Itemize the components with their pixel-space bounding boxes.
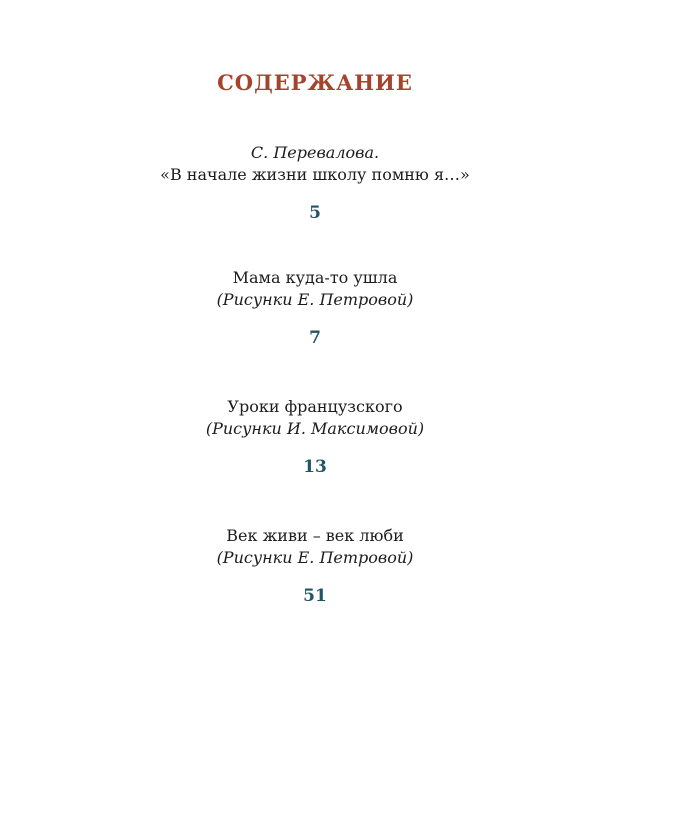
toc-entry bbox=[0, 396, 630, 477]
entry-illustrations: (Рисунки Е. Петровой) bbox=[216, 290, 414, 309]
entry-page-number: 51 bbox=[303, 586, 327, 606]
entry-title: Уроки французского bbox=[227, 397, 403, 416]
toc-entry bbox=[0, 525, 630, 606]
entry-title: Век живи – век люби bbox=[226, 526, 404, 545]
toc-entry bbox=[0, 142, 630, 223]
toc-entry bbox=[0, 267, 630, 348]
entry-page-number: 5 bbox=[309, 203, 321, 223]
entry-author: С. Перевалова. bbox=[250, 143, 380, 162]
entry-illustrations: (Рисунки Е. Петровой) bbox=[216, 548, 414, 567]
entry-title: Мама куда-то ушла bbox=[232, 268, 398, 287]
entry-illustrations: (Рисунки И. Максимовой) bbox=[205, 419, 425, 438]
entry-page-number: 7 bbox=[309, 328, 321, 348]
entry-title: «В начале жизни школу помню я…» bbox=[160, 165, 470, 184]
entry-page-number: 13 bbox=[303, 457, 327, 477]
toc-heading: СОДЕРЖАНИЕ bbox=[217, 70, 413, 95]
